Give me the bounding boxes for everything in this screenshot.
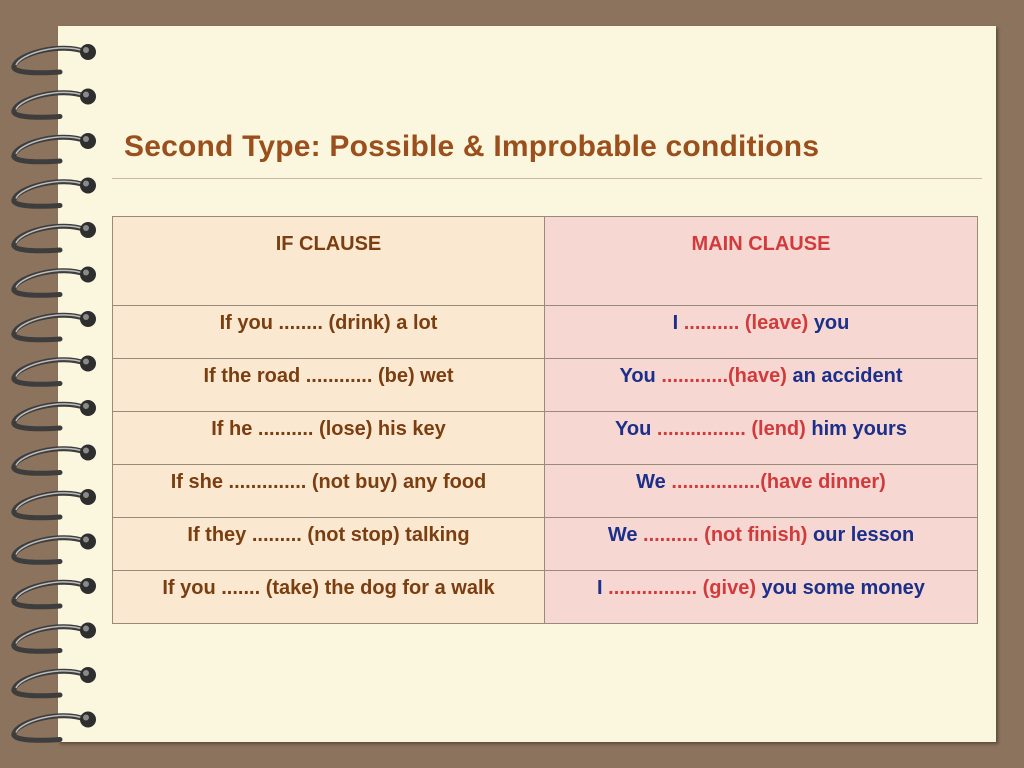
main-rest: him yours bbox=[811, 418, 907, 440]
page-title: Second Type: Possible & Improbable conditions bbox=[124, 130, 820, 163]
title-divider bbox=[112, 178, 982, 179]
main-clause-cell bbox=[545, 518, 978, 571]
main-rest: an accident bbox=[792, 365, 903, 387]
main-subject: I bbox=[597, 577, 603, 599]
main-subject: You bbox=[615, 418, 652, 440]
main-subject: We bbox=[636, 471, 666, 493]
main-subject: I bbox=[672, 312, 679, 334]
table-header-row bbox=[113, 217, 978, 306]
table-row bbox=[113, 359, 978, 412]
if-clause-cell: If the road ............ (be) wet bbox=[113, 359, 545, 412]
main-verb: (leave) bbox=[744, 312, 809, 334]
main-blank: ................ bbox=[671, 471, 761, 493]
main-subject: You bbox=[619, 365, 656, 387]
table-row bbox=[113, 306, 978, 359]
main-rest: our lesson bbox=[813, 524, 915, 546]
conditionals-table bbox=[112, 216, 978, 624]
if-clause-cell: If he .......... (lose) his key bbox=[113, 412, 545, 465]
main-subject: We bbox=[607, 524, 638, 546]
main-blank: .......... bbox=[643, 524, 699, 546]
if-clause-cell: If they ......... (not stop) talking bbox=[113, 518, 545, 571]
if-clause-cell: If you ........ (drink) a lot bbox=[113, 306, 545, 359]
if-clause-cell: If you ....... (take) the dog for a walk bbox=[113, 571, 545, 624]
main-clause-cell bbox=[545, 465, 978, 518]
if-clause-header: IF CLAUSE bbox=[113, 217, 545, 306]
main-clause-cell bbox=[545, 359, 978, 412]
main-verb: (have dinner) bbox=[760, 471, 886, 493]
main-blank: ................ bbox=[608, 577, 698, 599]
spiral-binding-icon bbox=[0, 0, 120, 768]
main-clause-header: MAIN CLAUSE bbox=[545, 217, 978, 306]
main-verb: (have) bbox=[728, 365, 787, 387]
main-clause-cell bbox=[545, 571, 978, 624]
main-blank: ............ bbox=[661, 365, 729, 387]
table-row bbox=[113, 518, 978, 571]
table-row bbox=[113, 465, 978, 518]
main-rest: you some money bbox=[761, 577, 925, 599]
table-row bbox=[113, 571, 978, 624]
main-blank: ................ bbox=[656, 418, 746, 440]
main-rest: you bbox=[813, 312, 850, 334]
main-verb: (give) bbox=[702, 577, 756, 599]
main-verb: (not finish) bbox=[704, 524, 808, 546]
if-clause-cell: If she .............. (not buy) any food bbox=[113, 465, 545, 518]
table-row bbox=[113, 412, 978, 465]
main-verb: (lend) bbox=[751, 418, 806, 440]
main-blank: .......... bbox=[683, 312, 740, 334]
main-clause-cell bbox=[545, 412, 978, 465]
main-clause-cell bbox=[545, 306, 978, 359]
